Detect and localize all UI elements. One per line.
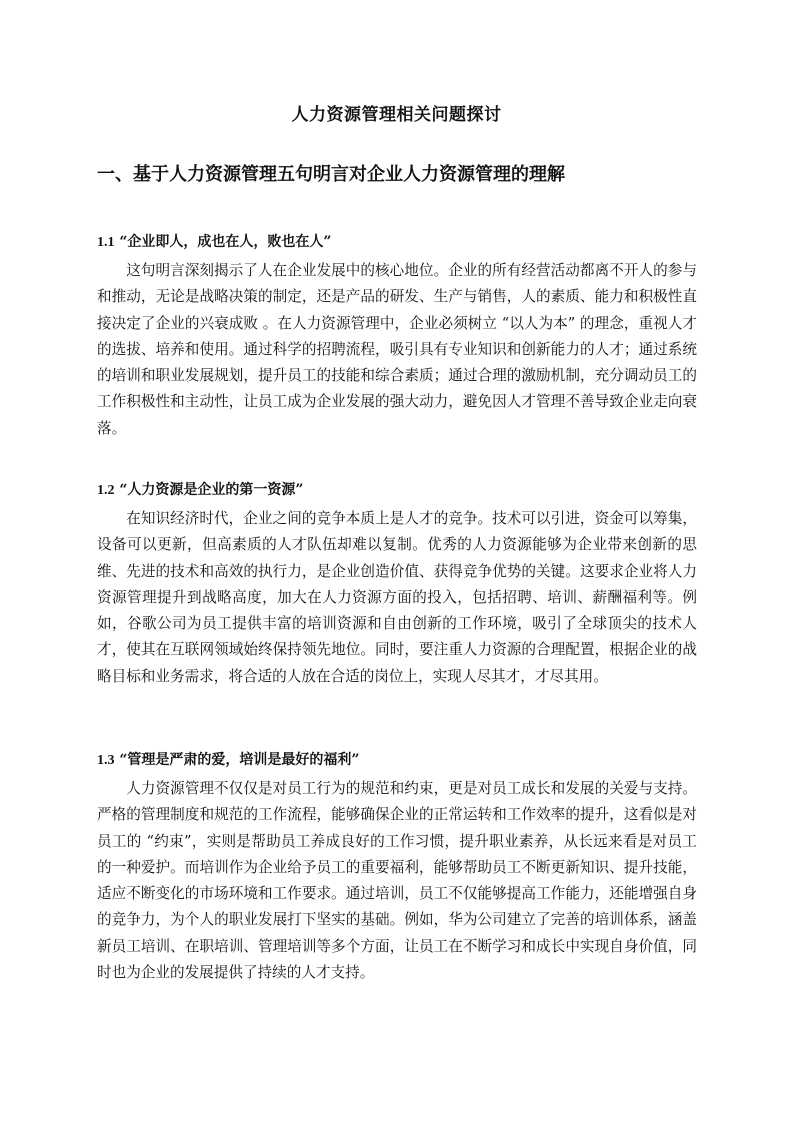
- section-title: “企业即人，成也在人，败也在人”: [119, 234, 332, 250]
- section-number: 1.1: [97, 235, 115, 250]
- chapter-heading: 一、基于人力资源管理五句明言对企业人力资源管理的理解: [97, 164, 565, 185]
- section-number: 1.2: [97, 483, 115, 498]
- section-title: “管理是严肃的爱，培训是最好的福利”: [119, 752, 360, 768]
- section-1-2: [97, 480, 697, 690]
- section-paragraph: 在知识经济时代，企业之间的竞争本质上是人才的竞争。技术可以引进，资金可以筹集，设备可以更新，但高素质的人才队伍却难以复制。优秀的人力资源能够为企业带来创新的思维、先进的技术和高效的执行力，是企业创造价值、获得竞争优势的关键。这要求企业将人力资源管理提升到战略高度，加大在人力资源方面的投入，包括招聘、培训、薪酬福利等。例如，谷歌公司为员工提供丰富的培训资源和自由创新的工作环境，吸引了全球顶尖的技术人才，使其在互联网领域始终保持领先地位。同时，要注重人力资源的合理配置，根据企业的战略目标和业务需求，将合适的人放在合适的岗位上，实现人尽其才，才尽其用。: [97, 510, 697, 685]
- section-1-3: [97, 750, 697, 986]
- document-title: 人力资源管理相关问题探讨: [291, 105, 502, 125]
- section-1-1: [97, 232, 697, 442]
- section-heading: [97, 750, 697, 770]
- section-heading: [97, 480, 697, 500]
- section-number: 1.3: [97, 753, 115, 768]
- section-paragraph: 人力资源管理不仅仅是对员工行为的规范和约束，更是对员工成长和发展的关爱与支持。严格的管理制度和规范的工作流程，能够确保企业的正常运转和工作效率的提升，这看似是对员工的 “约束”，实则是帮助员工养成良好的工作习惯，提升职业素养，从长远来看是对员工的一种爱护。而培训作为企业给予员工的重要福利，能够帮助员工不断更新知识、提升技能，适应不断变化的市场环境和工作要求。通过培训，员工不仅能够提高工作能力，还能增强自身的竞争力，为个人的职业发展打下坚实的基础。例如，华为公司建立了完善的培训体系，涵盖新员工培训、在职培训、管理培训等多个方面，让员工在不断学习和成长中实现自身价值，同时也为企业的发展提供了持续的人才支持。: [97, 780, 697, 982]
- section-heading: [97, 232, 697, 252]
- section-title: “人力资源是企业的第一资源”: [119, 482, 304, 498]
- section-paragraph: 这句明言深刻揭示了人在企业发展中的核心地位。企业的所有经营活动都离不开人的参与和推动，无论是战略决策的制定，还是产品的研发、生产与销售，人的素质、能力和积极性直接决定了企业的兴衰成败 。在人力资源管理中，企业必须树立 “以人为本” 的理念，重视人才的选拔、培养和使用。通过科学的招聘流程，吸引具有专业知识和创新能力的人才；通过系统的培训和职业发展规划，提升员工的技能和综合素质；通过合理的激励机制，充分调动员工的工作积极性和主动性，让员工成为企业发展的强大动力，避免因人才管理不善导致企业走向衰落。: [97, 262, 697, 437]
